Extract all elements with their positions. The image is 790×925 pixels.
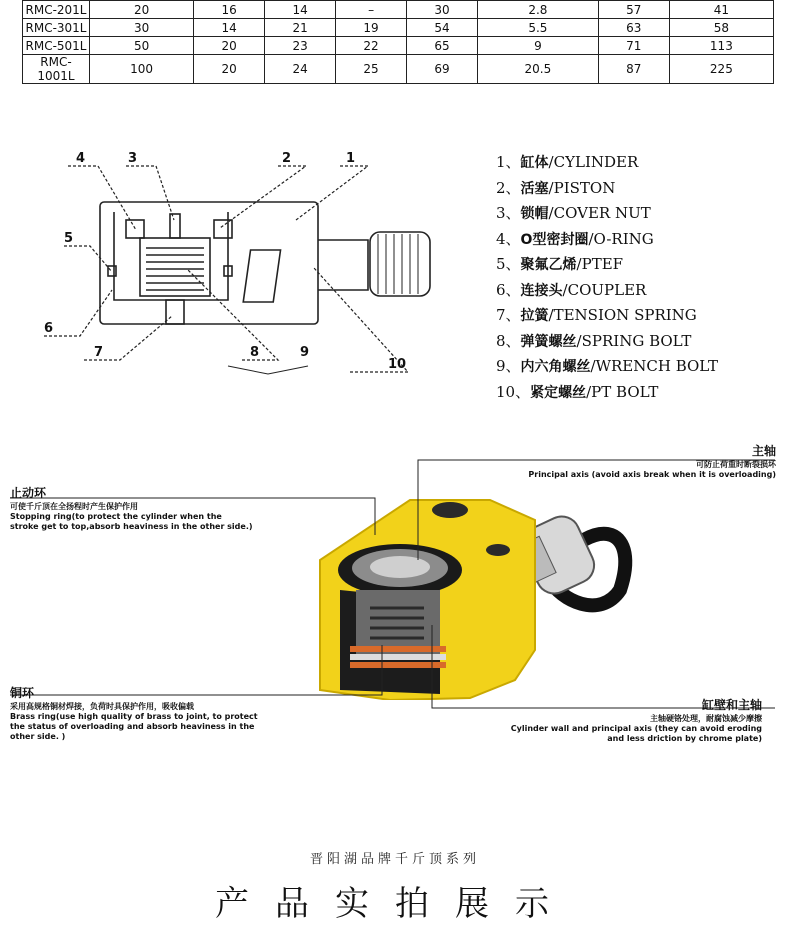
table-cell: 20.5	[478, 55, 599, 84]
table-cell: 23	[265, 37, 336, 55]
table-cell: 24	[265, 55, 336, 84]
part-en: /TENSION SPRING	[548, 306, 697, 324]
tension-spring	[146, 248, 204, 290]
part-zh: 活塞	[520, 180, 549, 197]
table-cell: RMC-201L	[23, 1, 90, 19]
callout-title: 铜环	[10, 686, 35, 700]
table-cell: 9	[478, 37, 599, 55]
part-en: /O-RING	[588, 229, 654, 248]
table-cell: 113	[669, 37, 773, 55]
callout-en: other side. )	[10, 732, 66, 741]
part-num: 2、	[496, 178, 521, 197]
part-num: 8、	[496, 331, 521, 350]
part-item	[496, 380, 718, 406]
table-cell: 22	[336, 37, 407, 55]
callout-cylinder-wall	[511, 696, 762, 744]
table-cell: 14	[194, 19, 265, 37]
table-cell: 25	[336, 55, 407, 84]
table-cell: –	[336, 1, 407, 19]
table-cell: 5.5	[478, 19, 599, 37]
callout-en: the status of overloading and absorb heaviness in the	[10, 722, 255, 731]
part-zh: 缸体	[520, 155, 549, 171]
callout-title: 缸壁和主轴	[701, 698, 762, 712]
table-cell: 58	[669, 19, 773, 37]
callout-number: 10	[388, 357, 407, 372]
part-en: /PTEF	[576, 255, 624, 273]
table-row	[23, 1, 774, 19]
part-zh: 弹簧螺丝	[520, 333, 577, 350]
table-cell: 14	[265, 1, 336, 19]
table-cell: 20	[194, 37, 265, 55]
part-num: 9、	[496, 357, 521, 375]
callout-number: 8	[250, 345, 260, 360]
callout-en: Cylinder wall and principal axis (they can avoid eroding	[510, 724, 762, 733]
table-cell: 2.8	[478, 1, 599, 19]
table-cell: 63	[598, 19, 669, 37]
table-cell: 20	[90, 1, 194, 19]
part-num: 1、	[496, 153, 521, 171]
table-cell: 69	[407, 55, 478, 84]
part-item	[496, 227, 718, 253]
callout-stopping-ring	[10, 484, 253, 532]
piston-outline	[140, 238, 210, 296]
table-cell: 65	[407, 37, 478, 55]
callout-number: 9	[300, 345, 310, 360]
part-item	[496, 252, 718, 278]
table-row	[23, 37, 774, 55]
table-cell: 16	[194, 1, 265, 19]
callout-number: 4	[76, 151, 86, 166]
cover-nut-right	[214, 220, 232, 238]
part-num: 5、	[496, 255, 521, 273]
table-cell: 225	[669, 55, 773, 84]
callout-zh: 主轴硬铬处理，耐腐蚀减少摩擦	[650, 714, 762, 723]
part-num: 4、	[496, 229, 521, 248]
part-num: 6、	[496, 280, 521, 299]
part-en: /PISTON	[548, 178, 616, 197]
callout-en: Brass ring(use high quality of brass to joint, to protect	[10, 712, 258, 721]
part-num: 10、	[496, 382, 531, 401]
part-item	[496, 329, 718, 355]
table-cell: 30	[90, 19, 194, 37]
leader-lines	[44, 166, 408, 372]
table-cell: 20	[194, 55, 265, 84]
part-en: /COUPLER	[562, 280, 647, 299]
callout-title: 止动环	[10, 486, 47, 500]
part-zh: O型密封圈	[520, 231, 589, 248]
callout-number: 7	[94, 345, 104, 360]
part-en: /CYLINDER	[548, 153, 639, 171]
table-cell: 41	[669, 1, 773, 19]
callout-number: 5	[64, 231, 74, 246]
coupler-inner	[243, 250, 280, 302]
spring-bolt	[170, 214, 180, 238]
series-subtitle: 晋阳湖品牌千斤顶系列	[309, 852, 480, 867]
table-cell: 54	[407, 19, 478, 37]
part-zh: 紧定螺丝	[530, 384, 587, 401]
table-row	[23, 55, 774, 84]
callout-en: and less driction by chrome plate)	[607, 734, 762, 743]
table-cell: 87	[598, 55, 669, 84]
cylinder-cross-section-diagram	[28, 140, 468, 410]
callout-en: Principal axis (avoid axis break when it is overloading)	[528, 470, 776, 479]
parts-list	[496, 150, 718, 405]
part-zh: 连接头	[520, 282, 563, 299]
callout-zh: 采用高规格铜材焊接，负荷时具保护作用，吸收偏载	[10, 702, 194, 711]
spec-table	[22, 0, 774, 84]
cover-nut-left	[126, 220, 144, 238]
callout-number: 2	[282, 151, 292, 166]
section-title: 产品实拍展示	[215, 884, 575, 924]
part-item	[496, 354, 718, 380]
callout-number: 3	[128, 151, 138, 166]
table-cell: RMC-1001L	[23, 55, 90, 84]
part-en: /WRENCH BOLT	[590, 357, 719, 375]
callout-principal-axis	[528, 442, 776, 480]
table-cell: 50	[90, 37, 194, 55]
part-num: 7、	[496, 306, 521, 324]
part-zh: 锁帽	[520, 206, 549, 222]
coupler-neck	[318, 240, 368, 290]
callout-zh: 可防止荷重时断裂损坏	[696, 460, 776, 469]
callout-number: 6	[44, 321, 54, 336]
table-row	[23, 19, 774, 37]
cylinder-cavity-outline	[114, 212, 228, 300]
callout-number: 1	[346, 151, 356, 166]
table-cell: RMC-301L	[23, 19, 90, 37]
part-item	[496, 150, 718, 176]
part-item	[496, 176, 718, 202]
table-cell: 57	[598, 1, 669, 19]
part-en: /SPRING BOLT	[576, 331, 692, 350]
part-zh: 内六角螺丝	[520, 359, 591, 375]
callout-en: stroke get to top,absorb heaviness in the other side.)	[10, 522, 253, 531]
callout-brass-ring	[10, 684, 258, 742]
coupler-nut	[370, 232, 430, 296]
part-item	[496, 201, 718, 227]
table-cell: 21	[265, 19, 336, 37]
part-item	[496, 303, 718, 329]
callout-title: 主轴	[751, 444, 776, 458]
table-cell: 19	[336, 19, 407, 37]
callout-en: Stopping ring(to protect the cylinder when the	[10, 512, 222, 521]
coupler-knurl	[378, 234, 418, 294]
callout-zh: 可使千斤顶在全扬程时产生保护作用	[10, 502, 138, 511]
wrench-bolt	[166, 300, 184, 324]
table-cell: RMC-501L	[23, 37, 90, 55]
part-en: /COVER NUT	[548, 204, 651, 222]
part-zh: 聚氟乙烯	[520, 257, 577, 273]
table-cell: 30	[407, 1, 478, 19]
table-cell: 100	[90, 55, 194, 84]
table-cell: 71	[598, 37, 669, 55]
part-item	[496, 278, 718, 304]
part-num: 3、	[496, 204, 521, 222]
part-zh: 拉簧	[520, 308, 549, 324]
part-en: /PT BOLT	[586, 382, 659, 401]
